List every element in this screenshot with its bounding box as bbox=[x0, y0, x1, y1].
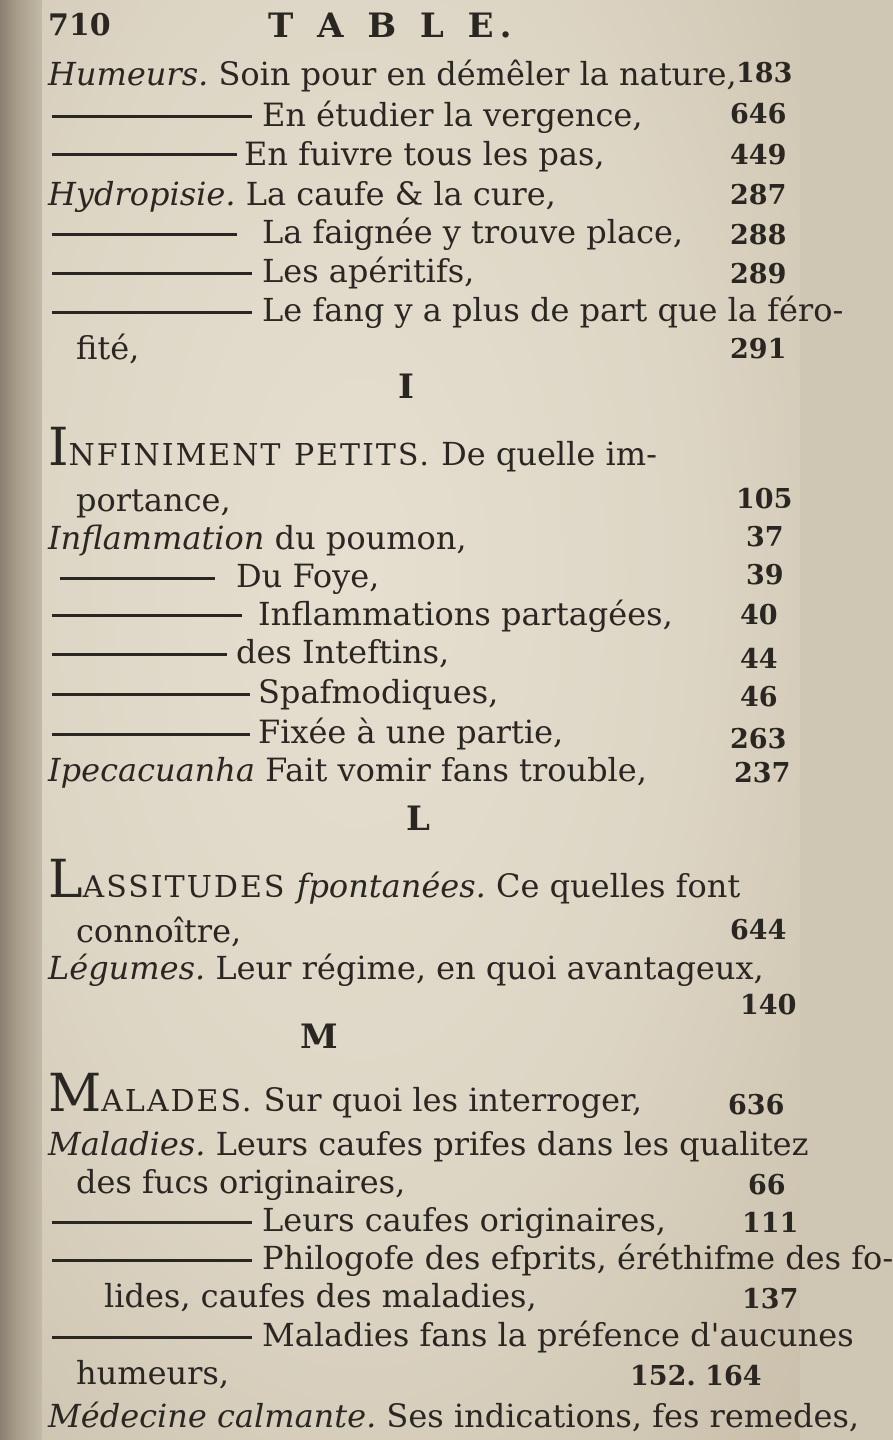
index-entry bbox=[48, 950, 764, 986]
entry-continuation: lides, caufes des maladies, bbox=[104, 1277, 537, 1315]
drop-cap: L bbox=[48, 850, 83, 910]
entry-heading: Ipecacuanha bbox=[48, 751, 255, 789]
entry-text: Ce quelles font bbox=[495, 867, 741, 905]
drop-cap: M bbox=[48, 1064, 102, 1124]
index-entry: Leurs caufes originaires, bbox=[262, 1201, 666, 1239]
page-ref: 39 bbox=[746, 560, 784, 591]
entry-continuation: fité, bbox=[76, 329, 140, 367]
ditto-dash bbox=[52, 1259, 252, 1262]
ditto-dash bbox=[52, 614, 242, 617]
book-spine-shadow bbox=[0, 0, 42, 1440]
ditto-dash bbox=[52, 153, 237, 156]
ditto-dash bbox=[52, 233, 237, 236]
page-ref: 40 bbox=[740, 600, 778, 631]
entry-text: De quelle im- bbox=[441, 435, 657, 473]
index-entry: des Inteftins, bbox=[236, 633, 450, 671]
entry-heading: Hydropisie. bbox=[48, 175, 236, 213]
entry-heading: Médecine calmante. bbox=[48, 1397, 377, 1435]
page-ref: 152. 164 bbox=[630, 1361, 762, 1392]
page-ref: 287 bbox=[730, 180, 787, 211]
page-ref: 288 bbox=[730, 220, 787, 251]
running-title: T A B L E. bbox=[268, 6, 518, 46]
index-entry: Philogofe des efprits, éréthifme des fo- bbox=[262, 1239, 893, 1277]
ditto-dash bbox=[52, 311, 252, 314]
index-entry bbox=[48, 752, 647, 788]
entry-heading: NFINIMENT PETITS. bbox=[68, 438, 431, 473]
index-entry bbox=[48, 176, 556, 212]
page-ref: 105 bbox=[736, 484, 793, 515]
entry-heading: Légumes. bbox=[48, 949, 206, 987]
entry-text: Fait vomir fans trouble, bbox=[265, 751, 647, 789]
index-entry bbox=[48, 418, 657, 478]
page-ref: 140 bbox=[740, 990, 797, 1021]
ditto-dash bbox=[52, 115, 252, 118]
page-ref: 263 bbox=[730, 724, 787, 755]
entry-heading: Humeurs. bbox=[48, 55, 209, 93]
ditto-dash bbox=[52, 1221, 252, 1224]
entry-subheading: fpontanées. bbox=[296, 867, 486, 905]
entry-continuation: connoître, bbox=[76, 912, 242, 950]
index-entry: Inflammations partagées, bbox=[258, 595, 673, 633]
entry-heading: Inflammation bbox=[48, 519, 265, 557]
page-ref: 183 bbox=[736, 58, 793, 89]
index-entry bbox=[48, 1126, 808, 1162]
page-ref: 137 bbox=[742, 1284, 799, 1315]
index-entry: Du Foye, bbox=[236, 557, 380, 595]
entry-continuation: des fucs originaires, bbox=[76, 1163, 406, 1201]
index-entry bbox=[48, 56, 737, 92]
entry-text: Sur quoi les interroger, bbox=[263, 1081, 643, 1119]
page-ref: 449 bbox=[730, 140, 787, 171]
page-ref: 291 bbox=[730, 334, 787, 365]
page-ref: 646 bbox=[730, 99, 787, 130]
entry-text: Leurs caufes prifes dans les qualitez bbox=[215, 1125, 809, 1163]
section-letter: I bbox=[398, 367, 414, 407]
page-ref: 644 bbox=[730, 915, 787, 946]
page-ref: 44 bbox=[740, 644, 778, 675]
index-entry: En étudier la vergence, bbox=[262, 96, 643, 134]
page-ref: 46 bbox=[740, 682, 778, 713]
page-ref: 111 bbox=[742, 1208, 799, 1239]
entry-text: Soin pour en démêler la nature, bbox=[218, 55, 737, 93]
entry-continuation: humeurs, bbox=[76, 1354, 229, 1392]
ditto-dash bbox=[52, 693, 250, 696]
section-letter: M bbox=[300, 1017, 338, 1057]
entry-heading: ALADES. bbox=[101, 1084, 254, 1119]
index-entry bbox=[48, 850, 741, 910]
page-ref: 66 bbox=[748, 1170, 786, 1201]
index-entry: La faignée y trouve place, bbox=[262, 213, 684, 251]
index-entry: Le fang y a plus de part que la féro- bbox=[262, 291, 844, 329]
index-entry: Maladies fans la préfence d'aucunes bbox=[262, 1316, 854, 1354]
ditto-dash bbox=[52, 1336, 252, 1339]
entry-continuation: portance, bbox=[76, 481, 231, 519]
ditto-dash bbox=[52, 733, 250, 736]
index-entry bbox=[48, 1064, 643, 1124]
page-ref: 636 bbox=[728, 1090, 785, 1121]
entry-heading: ASSITUDES bbox=[82, 870, 287, 905]
entry-text: du poumon, bbox=[274, 519, 467, 557]
entry-heading: Maladies. bbox=[48, 1125, 206, 1163]
entry-text: La caufe & la cure, bbox=[245, 175, 556, 213]
section-letter: L bbox=[406, 799, 430, 839]
index-entry: Les apéritifs, bbox=[262, 252, 475, 290]
entry-text: Ses indications, fes remedes, bbox=[386, 1397, 860, 1435]
drop-cap: I bbox=[48, 418, 69, 478]
index-entry: Spafmodiques, bbox=[258, 673, 499, 711]
ditto-dash bbox=[52, 272, 252, 275]
ditto-dash bbox=[60, 577, 215, 580]
page-number: 710 bbox=[48, 8, 111, 43]
index-entry: Fixée à une partie, bbox=[258, 713, 564, 751]
index-entry bbox=[48, 1398, 859, 1434]
index-entry: En fuivre tous les pas, bbox=[244, 135, 605, 173]
page-ref: 37 bbox=[746, 522, 784, 553]
page-ref: 289 bbox=[730, 259, 787, 290]
index-entry bbox=[48, 520, 467, 556]
page-ref: 237 bbox=[734, 758, 791, 789]
ditto-dash bbox=[52, 653, 227, 656]
entry-text: Leur régime, en quoi avantageux, bbox=[215, 949, 764, 987]
